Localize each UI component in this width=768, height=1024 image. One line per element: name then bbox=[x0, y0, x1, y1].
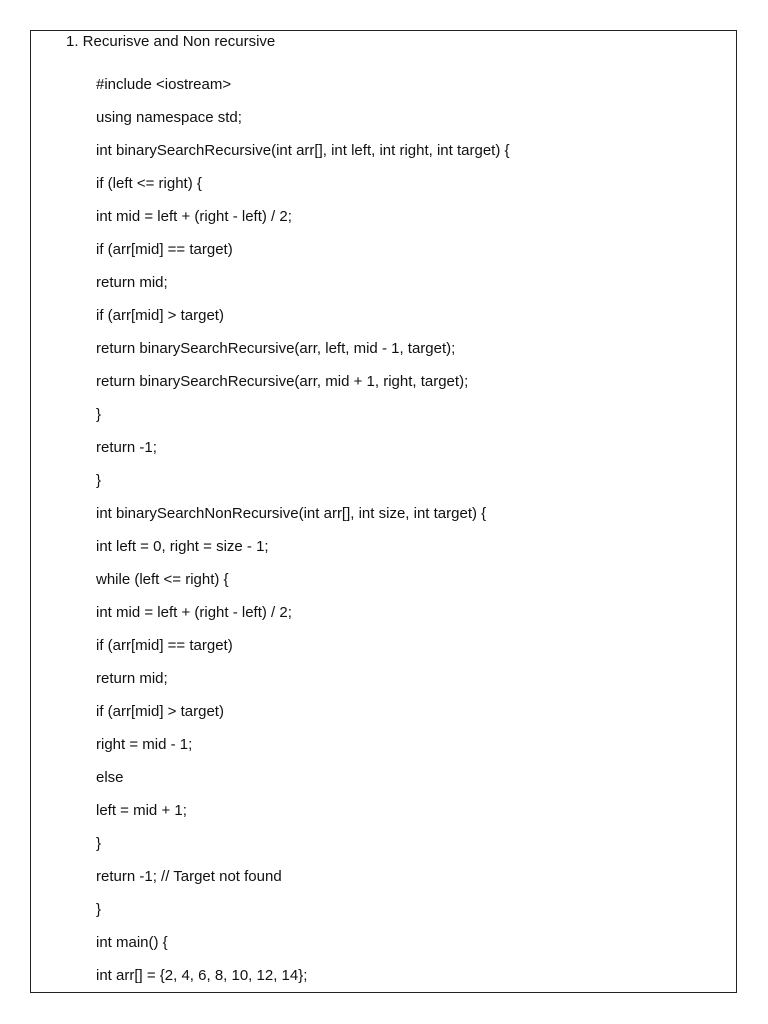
code-line: int mid = left + (right - left) / 2; bbox=[96, 604, 292, 621]
code-line: return binarySearchRecursive(arr, mid + 1, right, target); bbox=[96, 373, 469, 390]
code-listing bbox=[96, 73, 510, 993]
code-line: if (arr[mid] == target) bbox=[96, 637, 233, 654]
code-line: left = mid + 1; bbox=[96, 802, 187, 819]
code-line: while (left <= right) { bbox=[96, 571, 229, 588]
code-line: int arr[] = {2, 4, 6, 8, 10, 12, 14}; bbox=[96, 967, 308, 984]
document-page bbox=[30, 30, 737, 993]
code-line: return binarySearchRecursive(arr, left, mid - 1, target); bbox=[96, 340, 456, 357]
code-line: } bbox=[96, 901, 102, 918]
code-line: } bbox=[96, 835, 102, 852]
code-line: if (arr[mid] > target) bbox=[96, 307, 224, 324]
code-line: right = mid - 1; bbox=[96, 736, 193, 753]
code-line: return mid; bbox=[96, 670, 168, 687]
code-line: if (arr[mid] > target) bbox=[96, 703, 224, 720]
code-line: int left = 0, right = size - 1; bbox=[96, 538, 269, 555]
code-line: if (arr[mid] == target) bbox=[96, 241, 233, 258]
code-line: int binarySearchRecursive(int arr[], int left, int right, int target) { bbox=[96, 142, 510, 159]
code-line: int binarySearchNonRecursive(int arr[], int size, int target) { bbox=[96, 505, 487, 522]
code-line: return -1; // Target not found bbox=[96, 868, 282, 885]
code-line: } bbox=[96, 406, 102, 423]
code-line: } bbox=[96, 472, 102, 489]
code-line: int main() { bbox=[96, 934, 168, 951]
code-line: int mid = left + (right - left) / 2; bbox=[96, 208, 292, 225]
code-line: using namespace std; bbox=[96, 109, 242, 126]
code-line: return mid; bbox=[96, 274, 168, 291]
code-line: if (left <= right) { bbox=[96, 175, 202, 192]
code-line: return -1; bbox=[96, 439, 157, 456]
section-heading: 1. Recurisve and Non recursive bbox=[66, 33, 276, 50]
code-line: #include <iostream> bbox=[96, 76, 232, 93]
code-line: else bbox=[96, 769, 124, 786]
